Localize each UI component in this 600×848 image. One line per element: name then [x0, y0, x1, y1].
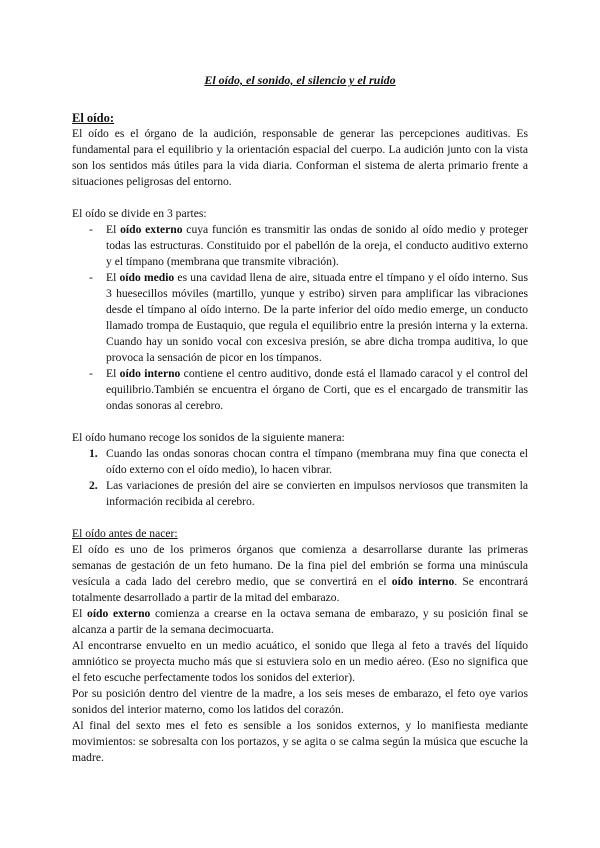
list-bullet: - [89, 223, 93, 236]
paragraph-aquatic: Al encontrarse envuelto en un medio acuático, el sonido que llega al feto a través del líquido amniótico se proyecta mucho más que si estuviera solo en un medio aéreo. (Eso no significa que el feto escuche perfectamente todos los sonidos del exterior). [72, 639, 528, 684]
list-number: 1. [89, 447, 98, 460]
list-item-oido-interno: - El oído interno contiene el centro auditivo, donde está el llamado caracol y el control del equilibrio.También se encuentra el órgano de Corti, que es el encargado de transmitir las ondas sonoras al cerebro. [89, 367, 529, 412]
document-page [72, 72, 528, 766]
sound-steps-list [72, 446, 528, 510]
section-heading-antes-de-nacer: El oído antes de nacer: [72, 527, 178, 540]
list-item-step-2: 2. Las variaciones de presión del aire se convierten en impulsos nerviosos que transmiten la información recibida al cerebro. [89, 479, 528, 508]
document-title: El oído, el sonido, el silencio y el ruido [204, 73, 396, 87]
parts-intro: El oído se divide en 3 partes: [72, 207, 207, 220]
term-oido-medio: oído medio [119, 271, 175, 284]
section-heading-oido: El oído: [72, 111, 115, 125]
collect-intro: El oído humano recoge los sonidos de la siguiente manera: [72, 431, 345, 444]
list-item-step-1: 1. Cuando las ondas sonoras chocan contra el tímpano (membrana muy fina que conecta el oído externo con el oído medio), lo hacen vibrar. [89, 447, 528, 476]
list-item-oido-externo: - El oído externo cuya función es transmitir las ondas de sonido al oído medio y proteger todas las estructuras. Constituido por el pabellón de la oreja, el conducto auditivo externo y el tímpano (membrana que transmite vibración). [89, 223, 529, 268]
list-bullet: - [89, 271, 93, 284]
term-oido-externo: oído externo [120, 223, 183, 236]
term-oido-interno: oído interno [119, 367, 181, 380]
list-bullet: - [89, 367, 93, 380]
ear-parts-list [72, 222, 528, 414]
paragraph-development: El oído es uno de los primeros órganos que comienza a desarrollarse durante las primeras semanas de gestación de un feto humano. De la fina piel del embrión se forma una minúscula vesícula a cada lado del cerebro medio, que se convertirá en el oído interno. Se encontrará totalmente desarrollado a partir de la mitad del embarazo. [72, 543, 528, 604]
paragraph-external-ear: El oído externo comienza a crearse en la octava semana de embarazo, y su posición final se alcanza a partir de la semana decimocuarta. [72, 607, 529, 636]
term-oido-externo-2: oído externo [87, 607, 151, 620]
paragraph-sixth-month: Al final del sexto mes el feto es sensible a los sonidos externos, y lo manifiesta mediante movimientos: se sobresalta con los portazos, y se agita o se calma según la música que escuche la madre. [72, 719, 528, 764]
list-number: 2. [89, 479, 98, 492]
term-oido-interno-2: oído interno [391, 575, 455, 588]
intro-paragraph: El oído es el órgano de la audición, responsable de generar las percepciones auditivas. Es fundamental para el equilibrio y la orientación espacial del cuerpo. La audición junto con la vista son los sentidos más útiles para la vida diaria. Conforman el sistema de alerta primario frente a situaciones peligrosas del entorno. [72, 127, 528, 188]
paragraph-six-months: Por su posición dentro del vientre de la madre, a los seis meses de embarazo, el feto oye varios sonidos del interior materno, como los latidos del corazón. [72, 687, 528, 716]
list-item-oido-medio: - El oído medio es una cavidad llena de aire, situada entre el tímpano y el oído interno. Sus 3 huesecillos móviles (martillo, yunque y estribo) sirven para amplificar las vibraciones desde el tímpano al oído interno. De la parte inferior del oído medio emerge, un conducto llamado trompa de Eustaquio, que regula el equilibrio entre la presión interna y la externa. Cuando hay un sonido vocal con excesiva presión, se abre dicha trompa auditiva, lo que provoca la sensación de picor en los tímpanos. [89, 271, 528, 364]
